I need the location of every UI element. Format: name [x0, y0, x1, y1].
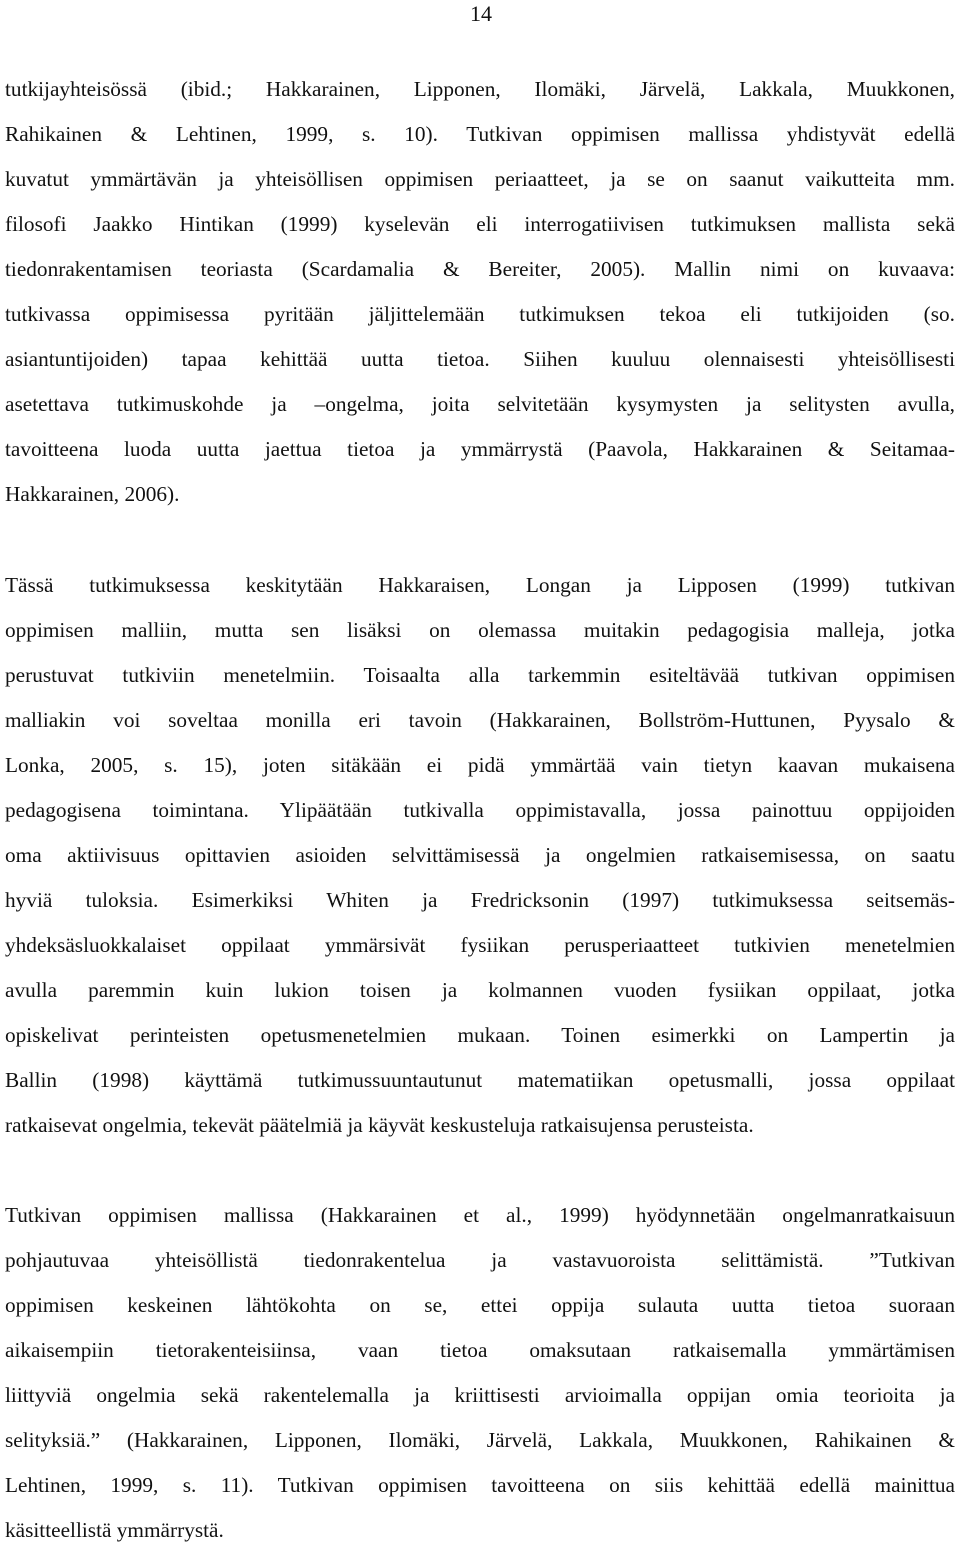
- text-line: oppimisen keskeinen lähtökohta on se, ettei oppija sulauta uutta tietoa suoraan: [5, 1293, 955, 1317]
- text-line: ratkaisevat ongelmia, tekevät päätelmiä ja käyvät keskusteluja ratkaisujensa perusteista.: [5, 1113, 754, 1137]
- paragraph-2: [5, 563, 955, 1148]
- text-line: hyviä tuloksia. Esimerkiksi Whiten ja Fredricksonin (1997) tutkimuksessa seitsemäs-: [5, 888, 955, 912]
- paragraph-1: [5, 67, 955, 517]
- text-line: Tutkivan oppimisen mallissa (Hakkarainen et al., 1999) hyödynnetään ongelmanratkaisuun: [5, 1203, 955, 1227]
- page-number: 14: [470, 1, 492, 26]
- text-line: tutkijayhteisössä (ibid.; Hakkarainen, Lipponen, Ilomäki, Järvelä, Lakkala, Muukkonen,: [5, 77, 955, 101]
- text-line: Rahikainen & Lehtinen, 1999, s. 10). Tutkivan oppimisen mallissa yhdistyvät edellä: [5, 122, 955, 146]
- text-line: Ballin (1998) käyttämä tutkimussuuntautunut matematiikan opetusmalli, jossa oppilaat: [5, 1068, 955, 1092]
- text-line: pedagogisena toimintana. Ylipäätään tutkivalla oppimistavalla, jossa painottuu oppijoiden: [5, 798, 955, 822]
- text-line: asetettava tutkimuskohde ja –ongelma, joita selvitetään kysymysten ja selitysten avulla,: [5, 392, 955, 416]
- text-line: yhdeksäsluokkalaiset oppilaat ymmärsivät fysiikan perusperiaatteet tutkivien menetelmien: [5, 933, 955, 957]
- text-line: pohjautuvaa yhteisöllistä tiedonrakentelua ja vastavuoroista selittämistä. ”Tutkivan: [5, 1248, 955, 1272]
- text-line: perustuvat tutkiviin menetelmiin. Toisaalta alla tarkemmin esiteltävää tutkivan oppimisen: [5, 663, 955, 687]
- text-line: opiskelivat perinteisten opetusmenetelmien mukaan. Toinen esimerkki on Lampertin ja: [5, 1023, 955, 1047]
- text-line: avulla paremmin kuin lukion toisen ja kolmannen vuoden fysiikan oppilaat, jotka: [5, 978, 955, 1002]
- text-line: liittyviä ongelmia sekä rakentelemalla ja kriittisesti arvioimalla oppijan omia teorioita ja: [5, 1383, 955, 1407]
- text-line: oppimisen malliin, mutta sen lisäksi on olemassa muitakin pedagogisia malleja, jotka: [5, 618, 955, 642]
- text-line: tavoitteena luoda uutta jaettua tietoa ja ymmärrystä (Paavola, Hakkarainen & Seitamaa-: [5, 437, 955, 461]
- text-line: Lehtinen, 1999, s. 11). Tutkivan oppimisen tavoitteena on siis kehittää edellä mainittua: [5, 1473, 955, 1497]
- text-line: tutkivassa oppimisessa pyritään jäljittelemään tutkimuksen tekoa eli tutkijoiden (so.: [5, 302, 955, 326]
- text-line: Tässä tutkimuksessa keskitytään Hakkaraisen, Longan ja Lipposen (1999) tutkivan: [5, 573, 955, 597]
- text-line: Lonka, 2005, s. 15), joten sitäkään ei pidä ymmärtää vain tietyn kaavan mukaisena: [5, 753, 955, 777]
- text-line: malliakin voi soveltaa monilla eri tavoin (Hakkarainen, Bollström-Huttunen, Pyysalo &: [5, 708, 955, 732]
- text-line: oma aktiivisuus opittavien asioiden selvittämisessä ja ongelmien ratkaisemisessa, on saatu: [5, 843, 955, 867]
- text-line: tiedonrakentamisen teoriasta (Scardamalia & Bereiter, 2005). Mallin nimi on kuvaava:: [5, 257, 955, 281]
- text-line: Hakkarainen, 2006).: [5, 482, 180, 506]
- text-line: filosofi Jaakko Hintikan (1999) kyselevän eli interrogatiivisen tutkimuksen mallista sekä: [5, 212, 955, 236]
- text-line: selityksiä.” (Hakkarainen, Lipponen, Ilomäki, Järvelä, Lakkala, Muukkonen, Rahikainen &: [5, 1428, 955, 1452]
- text-line: aikaisempiin tietorakenteisiinsa, vaan tietoa omaksutaan ratkaisemalla ymmärtämisen: [5, 1338, 955, 1362]
- paragraph-3: [5, 1193, 955, 1553]
- text-line: käsitteellistä ymmärrystä.: [5, 1518, 224, 1542]
- text-line: kuvatut ymmärtävän ja yhteisöllisen oppimisen periaatteet, ja se on saanut vaikutteita mm.: [5, 167, 955, 191]
- text-line: asiantuntijoiden) tapaa kehittää uutta tietoa. Siihen kuuluu olennaisesti yhteisöllisesti: [5, 347, 955, 371]
